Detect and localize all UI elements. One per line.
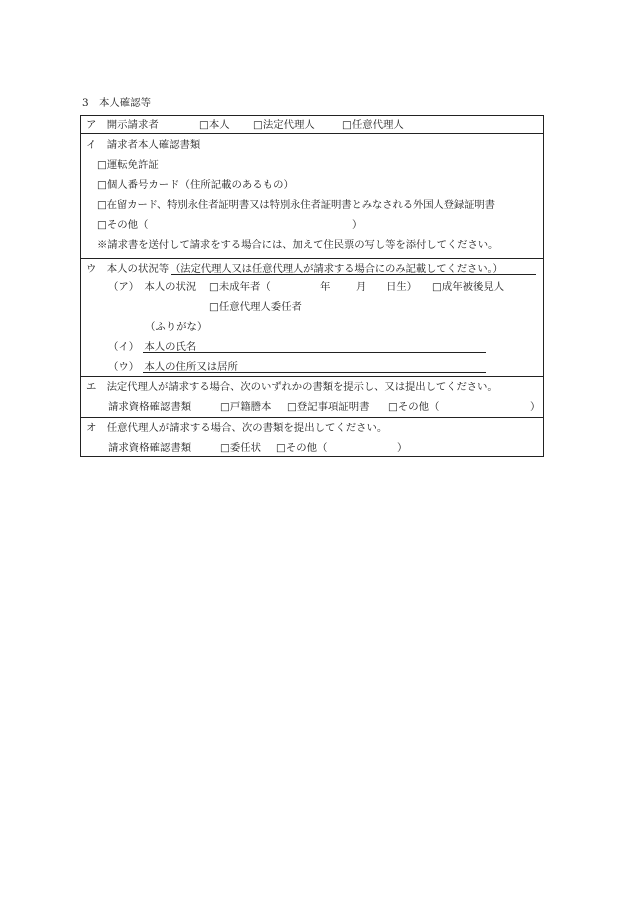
- option-minor[interactable]: □未成年者（: [209, 281, 271, 293]
- option-voluntary-principal[interactable]: □任意代理人委任者: [209, 301, 302, 313]
- row-divider: [80, 376, 544, 377]
- option-legal-representative[interactable]: □法定代理人: [253, 119, 315, 131]
- birth-day-label: 日生）: [386, 281, 418, 293]
- legal-representative-instruction: エ 法定代理人が請求する場合、次のいずれかの書類を提示し、又は提出してください。: [86, 381, 498, 393]
- row-divider: [80, 417, 544, 418]
- voluntary-doc-other[interactable]: □その他（: [276, 442, 328, 454]
- option-adult-ward[interactable]: □成年被後見人: [432, 281, 505, 293]
- doc-other[interactable]: □その他（: [97, 219, 149, 231]
- legal-doc-other-close: ）: [530, 401, 541, 413]
- legal-docs-label: 請求資格確認書類: [108, 401, 192, 413]
- voluntary-agent-instruction: オ 任意代理人が請求する場合、次の書類を提出してください。: [86, 422, 388, 434]
- doc-power-of-attorney[interactable]: □委任状: [220, 442, 261, 454]
- row-divider: [80, 258, 544, 259]
- mail-request-note: ※請求書を送付して請求をする場合には、加えて住民票の写し等を添付してください。: [97, 239, 499, 251]
- principal-address-field[interactable]: [143, 372, 486, 373]
- doc-registry-certificate[interactable]: □登記事項証明書: [287, 401, 370, 413]
- voluntary-doc-other-close: ）: [397, 442, 408, 454]
- principal-address-label: （ウ） 本人の住所又は居所: [108, 361, 238, 373]
- doc-family-register[interactable]: □戸籍謄本: [220, 401, 272, 413]
- note-underline: [171, 274, 536, 275]
- row-divider: [80, 133, 544, 134]
- status-label: （ア） 本人の状況: [108, 281, 197, 293]
- birth-month-label: 月: [356, 281, 367, 293]
- principal-status-note: （法定代理人又は任意代理人が請求する場合にのみ記載してください。）: [170, 263, 503, 275]
- birth-year-label: 年: [320, 281, 331, 293]
- doc-residence-card[interactable]: □在留カード、特別永住者証明書又は特別永住者証明書とみなされる外国人登録証明書: [97, 199, 495, 211]
- doc-other-close: ）: [352, 219, 363, 231]
- option-self[interactable]: □本人: [199, 119, 230, 131]
- section-title: 3 本人確認等: [82, 97, 151, 109]
- legal-doc-other[interactable]: □その他（: [388, 401, 440, 413]
- id-documents-heading: イ 請求者本人確認書類: [86, 139, 201, 151]
- furigana-label: （ふりがな）: [145, 321, 208, 333]
- principal-status-heading: ウ 本人の状況等: [86, 263, 170, 275]
- option-voluntary-agent[interactable]: □任意代理人: [342, 119, 404, 131]
- principal-name-label: （イ） 本人の氏名: [108, 341, 197, 353]
- doc-drivers-license[interactable]: □運転免許証: [97, 159, 159, 171]
- principal-name-field[interactable]: [143, 352, 486, 353]
- requester-label: ア 開示請求者: [86, 119, 159, 131]
- voluntary-docs-label: 請求資格確認書類: [108, 442, 192, 454]
- doc-my-number-card[interactable]: □個人番号カード（住所記載のあるもの）: [97, 179, 294, 191]
